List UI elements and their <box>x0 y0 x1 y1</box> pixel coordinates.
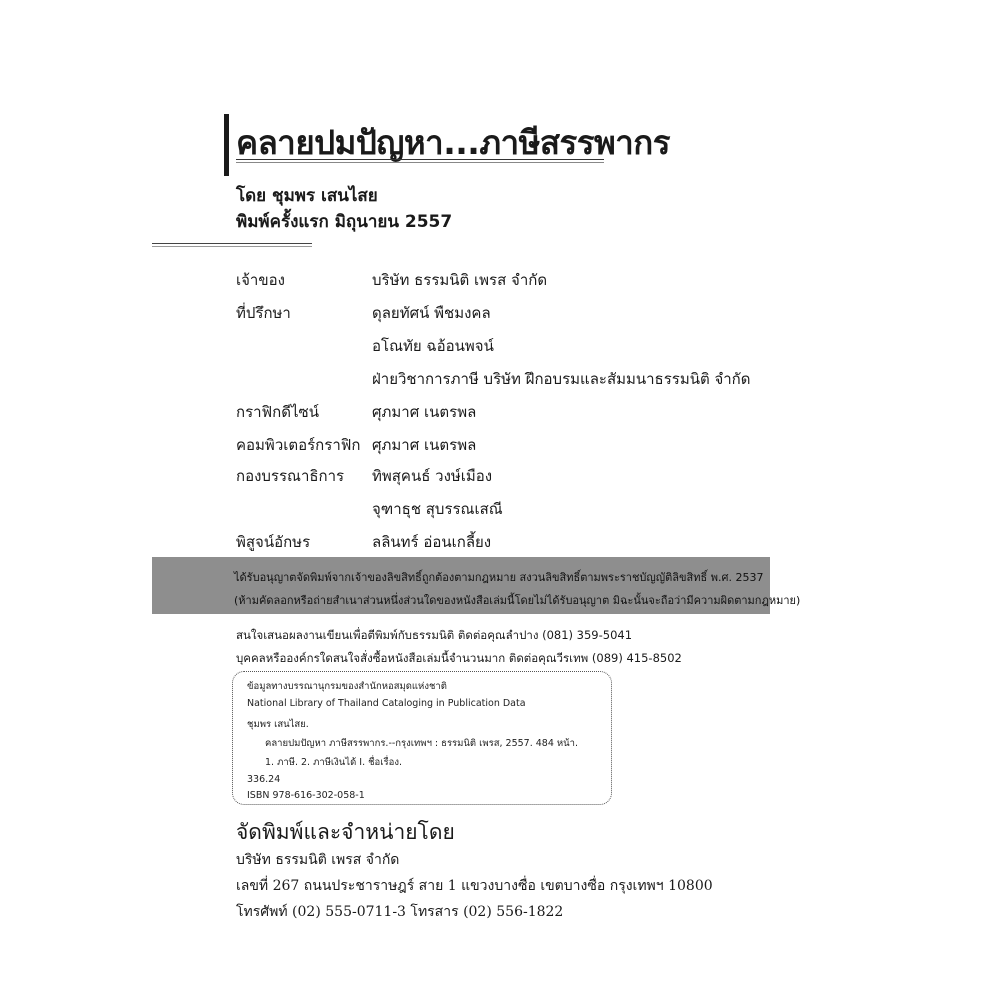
cip-entry: คลายปมปัญหา ภาษีสรรพากร.--กรุงเทพฯ : ธรรมนิติ เพรส, 2557. 484 หน้า. <box>265 738 579 749</box>
cip-heading-en: National Library of Thailand Cataloging in Publication Data <box>247 698 526 709</box>
publisher-address: เลขที่ 267 ถนนประชาราษฎร์ สาย 1 แขวงบางซื่อ เขตบางซื่อ กรุงเทพฯ 10800 <box>236 878 713 894</box>
cip-author: ชุมพร เสนไสย. <box>247 719 309 730</box>
credit-label-editorial: กองบรรณาธิการ <box>236 467 345 485</box>
cip-isbn: ISBN 978-616-302-058-1 <box>247 790 365 801</box>
credit-value-graphic-design: ศุภมาศ เนตรพล <box>372 403 477 421</box>
copyright-band <box>152 557 801 614</box>
copyright-line-2: (ห้ามคัดลอกหรือถ่ายสำเนาส่วนหนึ่งส่วนใดของหนังสือเล่มนี้โดยไม่ได้รับอนุญาต มิฉะนั้นจะถือว่ามีความผิดตามกฎหมาย) <box>234 594 801 607</box>
book-author: โดย ชุมพร เสนไสย <box>236 186 378 206</box>
contact-bulk-order-line: บุคคลหรือองค์กรใดสนใจสั่งซื้อหนังสือเล่มนี้จำนวนมาก ติดต่อคุณวีรเทพ (089) 415-8502 <box>236 651 682 665</box>
cip-classification: 336.24 <box>247 774 281 785</box>
book-edition: พิมพ์ครั้งแรก มิถุนายน 2557 <box>236 212 453 232</box>
cip-subjects: 1. ภาษี. 2. ภาษีเงินได้ I. ชื่อเรื่อง. <box>265 757 402 768</box>
credit-label-advisor: ที่ปรึกษา <box>236 304 291 322</box>
credit-value-advisor-1: ดุลยทัศน์ พืชมงคล <box>372 304 491 322</box>
cip-box <box>232 671 612 805</box>
credit-value-owner: บริษัท ธรรมนิติ เพรส จำกัด <box>372 271 548 289</box>
credit-value-proofreader: ลลินทร์ อ่อนเกลี้ยง <box>372 533 492 551</box>
credit-value-computer-graphic: ศุภมาศ เนตรพล <box>372 436 477 454</box>
title-underline <box>236 159 604 163</box>
credit-label-graphic-design: กราฟิกดีไซน์ <box>236 403 319 421</box>
publisher-phone: โทรศัพท์ (02) 555-0711-3 โทรสาร (02) 556-1822 <box>236 904 564 920</box>
credit-label-proofreader: พิสูจน์อักษร <box>236 533 311 551</box>
contact-author-line: สนใจเสนอผลงานเขียนเพื่อตีพิมพ์กับธรรมนิติ ติดต่อคุณลำปาง (081) 359-5041 <box>236 628 633 642</box>
credit-value-editorial-1: ทิพสุคนธ์ วงษ์เมือง <box>372 467 493 485</box>
credit-label-owner: เจ้าของ <box>236 271 285 289</box>
section-divider <box>152 243 312 247</box>
credit-value-advisor-2: อโณทัย ฉอ้อนพจน์ <box>372 337 494 355</box>
publisher-name: บริษัท ธรรมนิติ เพรส จำกัด <box>236 852 400 868</box>
credit-value-advisor-3: ฝ่ายวิชาการภาษี บริษัท ฝึกอบรมและสัมมนาธรรมนิติ จำกัด <box>372 370 751 388</box>
credit-value-editorial-2: จุฑาธุช สุบรรณเสณี <box>372 500 503 518</box>
credit-label-computer-graphic: คอมพิวเตอร์กราฟิก <box>236 436 361 454</box>
cip-heading-th: ข้อมูลทางบรรณานุกรมของสำนักหอสมุดแห่งชาติ <box>247 681 447 692</box>
title-accent-bar <box>224 114 229 176</box>
publisher-heading: จัดพิมพ์และจำหน่ายโดย <box>236 820 455 844</box>
copyright-line-1: ได้รับอนุญาตจัดพิมพ์จากเจ้าของลิขสิทธิ์ถูกต้องตามกฎหมาย สงวนลิขสิทธิ์ตามพระราชบัญญัติลิขสิทธิ์ พ.ศ. 2537 <box>234 571 764 584</box>
book-title: คลายปมปัญหา...ภาษีสรรพากร <box>236 123 670 162</box>
